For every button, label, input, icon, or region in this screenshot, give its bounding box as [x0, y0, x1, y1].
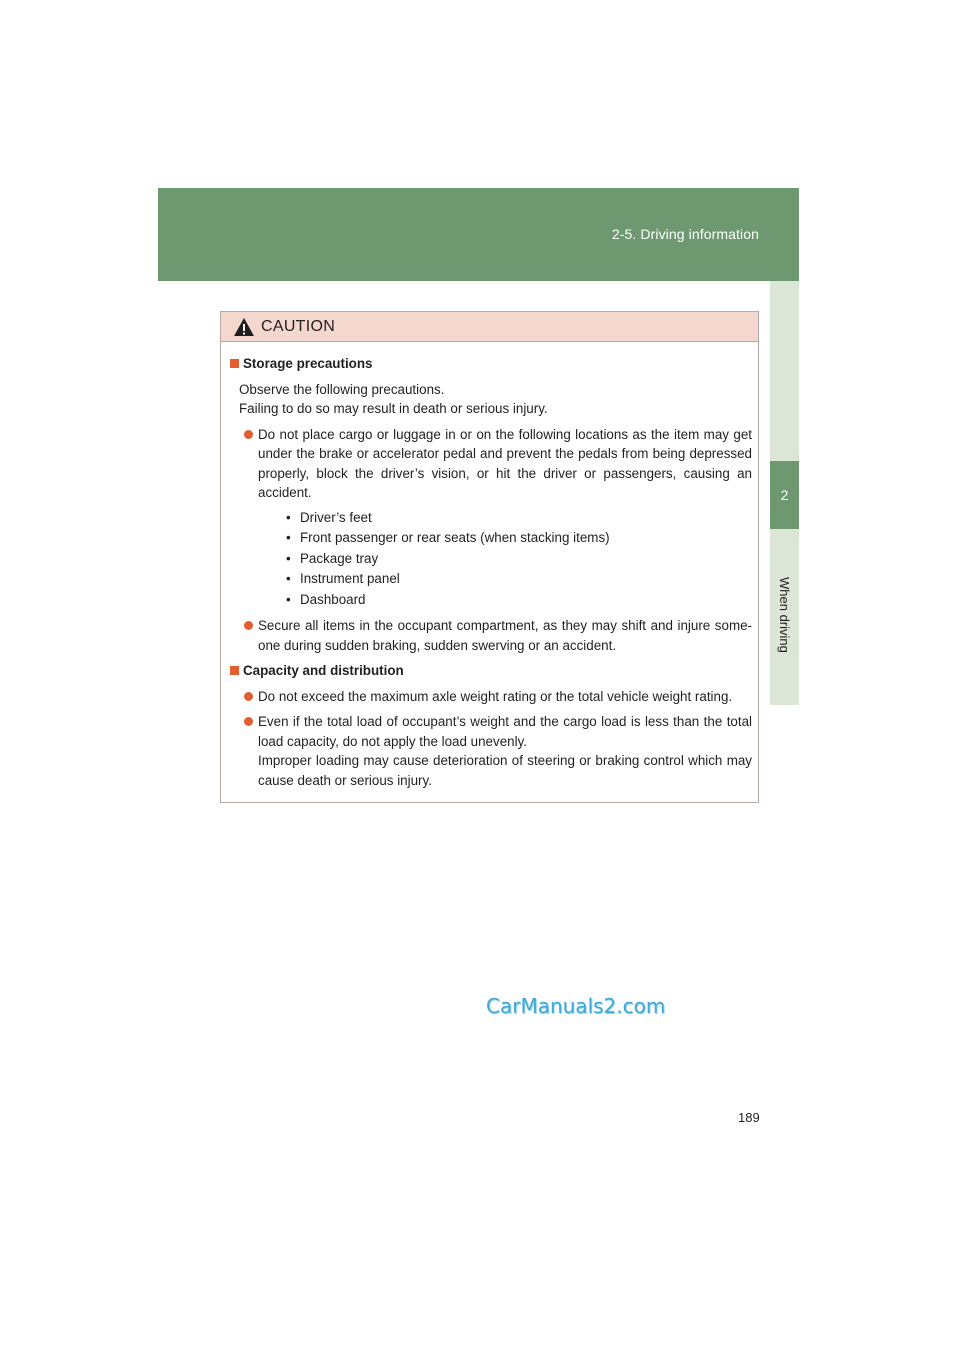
- bullet-text: Do not exceed the maximum axle weight rating or the total vehicle weight rating.: [258, 688, 733, 704]
- sub-list-item: • Package tray: [286, 550, 379, 566]
- paragraph-line: Failing to do so may result in death or serious injury.: [239, 401, 548, 416]
- page-number: 189: [738, 1110, 760, 1125]
- section-title: Capacity and distribution: [243, 663, 404, 678]
- square-bullet-icon: [230, 666, 239, 675]
- caution-header: [221, 312, 758, 342]
- bullet-text: Secure all items in the occupant compartment, as they may shift and injure some-one during sudden braking, sudden swerving or an accident.: [258, 618, 752, 653]
- side-tab-upper: [770, 281, 799, 461]
- sub-list: [286, 508, 752, 610]
- list-item: [244, 712, 752, 790]
- section-capacity-distribution: [230, 661, 752, 681]
- caution-title: CAUTION: [261, 317, 336, 335]
- watermark: CarManuals2.com: [486, 994, 666, 1018]
- section-title: Storage precautions: [243, 356, 373, 371]
- list-item: [244, 687, 752, 707]
- sub-list-item: • Driver’s feet: [286, 509, 372, 525]
- sub-list-item: • Instrument panel: [286, 571, 400, 586]
- chapter-title: 2-5. Driving information: [611, 226, 759, 242]
- bullet-text: Even if the total load of occupant’s weight and the cargo load is less than the total load capacity, do not apply the load unevenly.: [258, 714, 752, 749]
- circle-bullet-icon: [244, 430, 253, 439]
- bullet-text: Do not place cargo or luggage in or on the following locations as the item may get under the brake or accelerator pedal and prevent the pedals from being depressed properly, block the driver’s vision, or hit the driver or passengers, causing an accident.: [258, 426, 752, 500]
- square-bullet-icon: [230, 359, 239, 368]
- header-band: [158, 188, 799, 281]
- warning-icon: [233, 317, 255, 337]
- paragraph-line: Observe the following precautions.: [239, 381, 445, 397]
- section-storage-precautions: [230, 354, 752, 374]
- list-item: [244, 616, 752, 655]
- circle-bullet-icon: [244, 717, 253, 726]
- sub-list-item: • Dashboard: [286, 591, 366, 607]
- caution-box: [220, 311, 759, 803]
- caution-body: [221, 342, 758, 790]
- circle-bullet-icon: [244, 692, 253, 701]
- sub-list-item: • Front passenger or rear seats (when stacking items): [286, 530, 610, 545]
- list-item: [244, 425, 752, 611]
- bullet-text-extra: Improper loading may cause deterioration of steering or braking control which may cause death or serious injury.: [258, 753, 752, 788]
- circle-bullet-icon: [244, 621, 253, 630]
- side-tab-label: When driving: [777, 577, 792, 653]
- side-tab-number: 2: [770, 461, 799, 529]
